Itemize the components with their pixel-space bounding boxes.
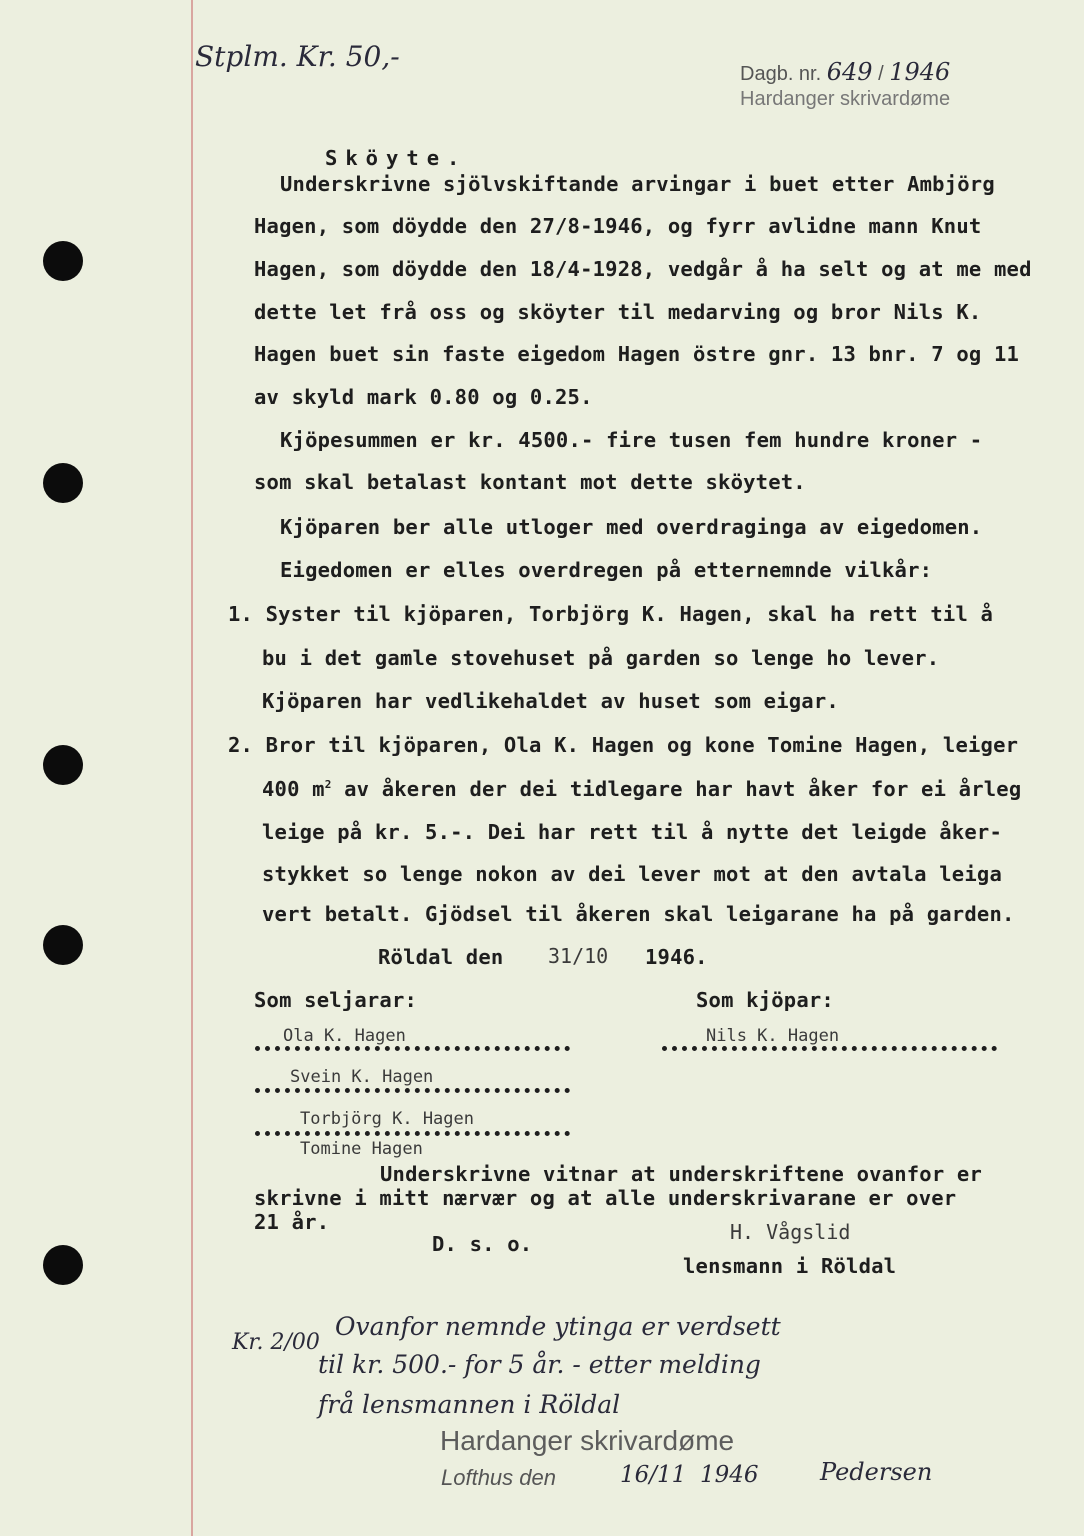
body-line: som skal betalast kontant mot dette sköytet.	[254, 470, 806, 494]
stamp-top: Hardanger skrivardøme	[740, 88, 951, 110]
hand-note-line: til kr. 500.- for 5 år. - etter melding	[318, 1350, 761, 1379]
dagb-number	[740, 58, 950, 86]
body-line: Kjöpesummen er kr. 4500.- fire tusen fem hundre kroner -	[280, 428, 983, 452]
sellers-label: Som seljarar:	[254, 988, 418, 1012]
fee-note: Stplm. Kr. 50,-	[195, 40, 400, 73]
place: Röldal den	[378, 945, 504, 969]
witness-title: lensmann i Röldal	[683, 1254, 897, 1278]
stamp-office: Hardanger skrivardøme	[440, 1425, 735, 1456]
seller-signature: Tomine Hagen	[300, 1139, 423, 1159]
punch-hole	[43, 1245, 83, 1285]
seller-signature: Svein K. Hagen	[290, 1067, 434, 1087]
area-rest: av åkeren der dei tidlegare har havt åker for ei årleg	[331, 777, 1022, 801]
area-unit-sup: 2	[324, 778, 332, 792]
punch-hole	[43, 745, 83, 785]
body-line: stykket so lenge nokon av dei lever mot at den avtala leiga	[262, 862, 1002, 886]
seller-signature: Ola K. Hagen	[283, 1026, 406, 1046]
hand-margin-note: Kr. 2/00	[232, 1330, 320, 1355]
hand-note-line: Ovanfor nemnde ytinga er verdsett	[335, 1312, 781, 1341]
buyer-label: Som kjöpar:	[696, 988, 834, 1012]
body-line: bu i det gamle stovehuset på garden so lenge ho lever.	[262, 646, 940, 670]
signature-line	[662, 1046, 997, 1051]
clerk-signature: Pedersen	[820, 1458, 933, 1486]
body-line: av skyld mark 0.80 og 0.25.	[254, 385, 593, 409]
signature-line	[255, 1088, 570, 1093]
dagb-prefix: Dagb. nr.	[740, 63, 822, 85]
date: 31/10	[548, 944, 609, 968]
hand-note-line: frå lensmannen i Röldal	[318, 1390, 621, 1419]
area-value: 400 m	[262, 777, 325, 801]
witness-line: Underskrivne vitnar at underskriftene ovanfor er	[380, 1162, 983, 1186]
dagb-year: 1946	[889, 58, 951, 86]
body-line: Kjöparen har vedlikehaldet av huset som eigar.	[262, 689, 839, 713]
witness-line: skrivne i mitt nærvær og at alle underskrivarane er over	[254, 1186, 957, 1210]
dagb-sep: /	[878, 63, 884, 85]
seller-signature: Torbjörg K. Hagen	[300, 1109, 474, 1129]
stamp-place: Lofthus den	[441, 1465, 556, 1490]
signature-line	[255, 1046, 570, 1051]
body-line: Underskrivne sjölvskiftande arvingar i buet etter Ambjörg	[280, 172, 995, 196]
punch-hole	[43, 241, 83, 281]
body-line: Hagen buet sin faste eigedom Hagen östre gnr. 13 bnr. 7 og 11	[254, 342, 1020, 366]
body-line: Hagen, som döydde den 27/8-1946, og fyrr avlidne mann Knut	[254, 214, 982, 238]
body-line: dette let frå oss og sköyter til medarving og bror Nils K.	[254, 300, 982, 324]
punch-hole	[43, 925, 83, 965]
dagb-no: 649	[826, 58, 873, 86]
body-line: Eigedomen er elles overdregen på etternemnde vilkår:	[280, 558, 933, 582]
signature-line	[255, 1131, 570, 1136]
heading: Sköyte.	[325, 146, 468, 170]
margin-rule	[191, 0, 193, 1536]
year: 1946.	[645, 945, 708, 969]
body-line: vert betalt. Gjödsel til åkeren skal leigarane ha på garden.	[262, 902, 1015, 926]
body-line: Hagen, som döydde den 18/4-1928, vedgår å ha selt og at me med	[254, 257, 1032, 281]
condition-1: 1. Syster til kjöparen, Torbjörg K. Hagen, skal ha rett til å	[228, 602, 994, 626]
witness-signature: H. Vågslid	[730, 1220, 851, 1244]
witness-line: 21 år.	[254, 1210, 330, 1234]
buyer-signature: Nils K. Hagen	[706, 1026, 840, 1046]
dso: D. s. o.	[432, 1232, 533, 1256]
body-line: Kjöparen ber alle utloger med overdraginga av eigedomen.	[280, 515, 983, 539]
area-line	[262, 777, 1021, 801]
condition-2: 2. Bror til kjöparen, Ola K. Hagen og kone Tomine Hagen, leiger	[228, 733, 1019, 757]
stamp-year: 1946	[700, 1462, 759, 1488]
punch-hole	[43, 463, 83, 503]
stamp-date: 16/11	[620, 1462, 687, 1488]
body-line: leige på kr. 5.-. Dei har rett til å nytte det leigde åker-	[262, 820, 1002, 844]
